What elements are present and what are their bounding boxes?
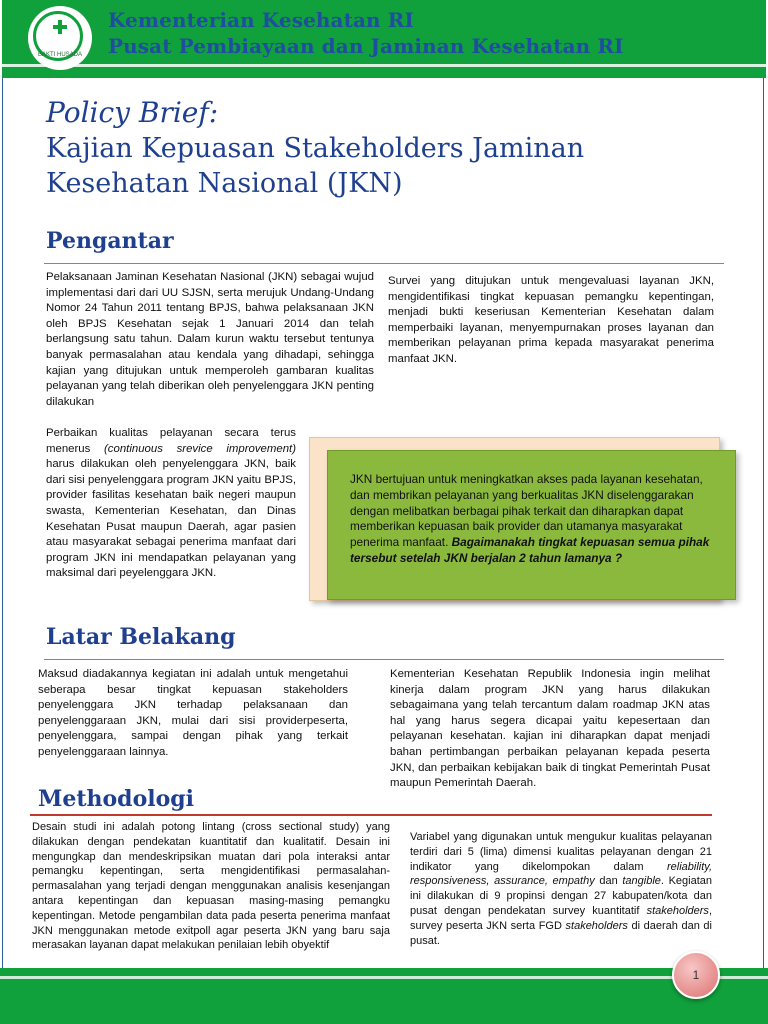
method-right-c: . Kegiatan ini dilakukan di 9 propinsi dengan 27 kabupaten/kota dan pusat dengan pendekatan survey kuantitatif	[410, 875, 712, 917]
para2-text-a: Perbaikan kualitas pelayanan secara terus menerus	[46, 427, 296, 455]
method-right-b: dan	[594, 875, 623, 888]
method-right-i4: stakeholders	[565, 919, 628, 932]
logo-cross-icon	[53, 20, 67, 34]
latar-left-paragraph: Maksud diadakannya kegiatan ini adalah untuk mengetahui seberapa besar tingkat kepuasan stakeholders penyelenggara JKN terhadap pelaksanaan dan penyelenggaraan JKN, mulai dari sisi providerpeserta, penyelenggara, sampai dengan pihak yang terkait penyelenggaraan lainnya.	[38, 668, 348, 758]
methodologi-right-paragraph	[410, 830, 712, 948]
pengantar-right-paragraph: Survei yang ditujukan untuk mengevaluasi layanan JKN, mengidentifikasi tingkat kepuasan pemangku kepentingan, menjadi bukti keseriusan Kementerian Kesehatan dalam memperbaiki layanan, menyempurnakan proses layanan dan memberikan pelayanan prima kepada masyarakat penerima manfaat JKN.	[388, 275, 714, 365]
section-heading-methodologi: Methodologi	[38, 786, 195, 812]
callout-emphasis: Bagaimanakah tingkat kepuasan semua pihak tersebut setelah JKN berjalan 2 tahun lamanya ?	[350, 535, 710, 565]
section-rule-latar-belakang	[44, 659, 724, 660]
page-number-badge: 1	[672, 951, 720, 999]
document-title-line2: Kesehatan Nasional (JKN)	[46, 168, 403, 199]
method-right-i1: reliability, responsiveness, assurance, empathy	[410, 860, 712, 888]
policy-brief-label: Policy Brief:	[46, 96, 219, 129]
logo-text: BAKTI HUSADA	[37, 52, 82, 58]
methodologi-left-paragraph: Desain studi ini adalah potong lintang (cross sectional study) yang dilakukan dengan pendekatan kuantitatif dan kualitatif. Desain ini mengungkap dan mendeskripsikan muatan dari pola interaksi antar pemangku kepentingan, serta mengidentifikasi permasalahan-permasalahan yang terjadi dengan menggunakan analisis kesenjangan antara kepentingan dan kepuasan masing-masing pemangku kepentingan. Metode pengambilan data pada peserta penerima manfaat JKN menggunakan metode exitpoll agar peserta JKN yang baru saja merasakan layanan dapat melakukan penilaian lebih obyektif	[32, 821, 390, 952]
section-rule-pengantar	[44, 263, 724, 264]
document-title-line1: Kajian Kepuasan Stakeholders Jaminan	[46, 133, 585, 164]
section-rule-methodologi	[30, 814, 712, 816]
pengantar-left-paragraph-2	[46, 426, 296, 582]
callout-text	[350, 472, 710, 567]
org-name-line1: Kementerian Kesehatan RI	[108, 8, 414, 32]
header-stripe	[2, 64, 766, 67]
org-name-line2: Pusat Pembiayaan dan Jaminan Kesehatan RI	[108, 34, 624, 58]
footer-stripe	[0, 976, 768, 979]
para2-text-b: harus dilakukan oleh penyelenggara JKN, baik dari sisi penyelenggara program JKN yaitu BPJS, provider fasilitas kesehatan baik negeri maupun swasta, Kementerian Kesehatan, dan Dinas Kesehatan Pusat maupun Daerah, agar pasien atau masyarakat sebagai penerima manfaat dari program JKN ini mendapatkan pelayanan yang maksimal dari peyelenggara JKN.	[46, 458, 296, 580]
pengantar-left-paragraph: Pelaksanaan Jaminan Kesehatan Nasional (JKN) sebagai wujud implementasi dari dari UU SJSN, serta merujuk Undang-Undang Nomor 24 Tahun 2011 tentang BPJS, bahwa pelaksanaan JKN oleh BPJS Kesehatan sejak 1 Januari 2014 dan telah berlangsung satu tahun. Dalam kurun waktu tersebut tentunya banyak permasalahan atau kendala yang dihadapi, sehingga kajian yang ditujukan untuk memperoleh gambaran kualitas pelayanan yang telah diberikan oleh penyelenggara JKN penting dilakukan	[46, 271, 374, 408]
kemenkes-logo	[28, 6, 92, 70]
method-right-i3: stakeholders	[646, 904, 709, 917]
method-right-i2: tangible	[622, 875, 661, 888]
section-heading-latar-belakang: Latar Belakang	[46, 624, 236, 650]
method-right-a: Variabel yang digunakan untuk mengukur kualitas pelayanan terdiri dari 5 (lima) dimensi kualitas pelayanan dengan 21 indikator yang dikelompokan dalam	[410, 831, 712, 873]
callout-box	[327, 450, 736, 600]
footer-band	[0, 968, 768, 1024]
section-heading-pengantar: Pengantar	[46, 228, 174, 254]
callout-body: JKN bertujuan untuk meningkatkan akses pada layanan kesehatan, dan membrikan pelayanan yang berkualitas JKN diselenggarakan dengan melibatkan berbagai pihak terkait dan diharapkan dapat memberikan kepuasan baik provider dan utamanya masyarakat penerima manfaat.	[350, 472, 703, 550]
para2-italic: (continuous srevice improvement)	[104, 442, 296, 455]
latar-right-paragraph: Kementerian Kesehatan Republik Indonesia ingin melihat kinerja dalam program JKN yang harus dilakukan sebagaimana yang telah tercantum dalam roadmap JKN atas hal yang harus segera dicapai yaitu kepesertaan dan pelayanan kesehatan. kajian ini diharapkan dapat menjadi bahan pertimbangan perbaikan pelayanan kepada peserta JKN, dan perbaikan kebijakan baik di tingkat Pemerintah Pusat maupun Pemerintah Daerah.	[390, 668, 710, 790]
method-right-e: di daerah dan di pusat.	[410, 919, 712, 947]
method-right-d: , survey peserta JKN serta FGD	[410, 904, 712, 932]
